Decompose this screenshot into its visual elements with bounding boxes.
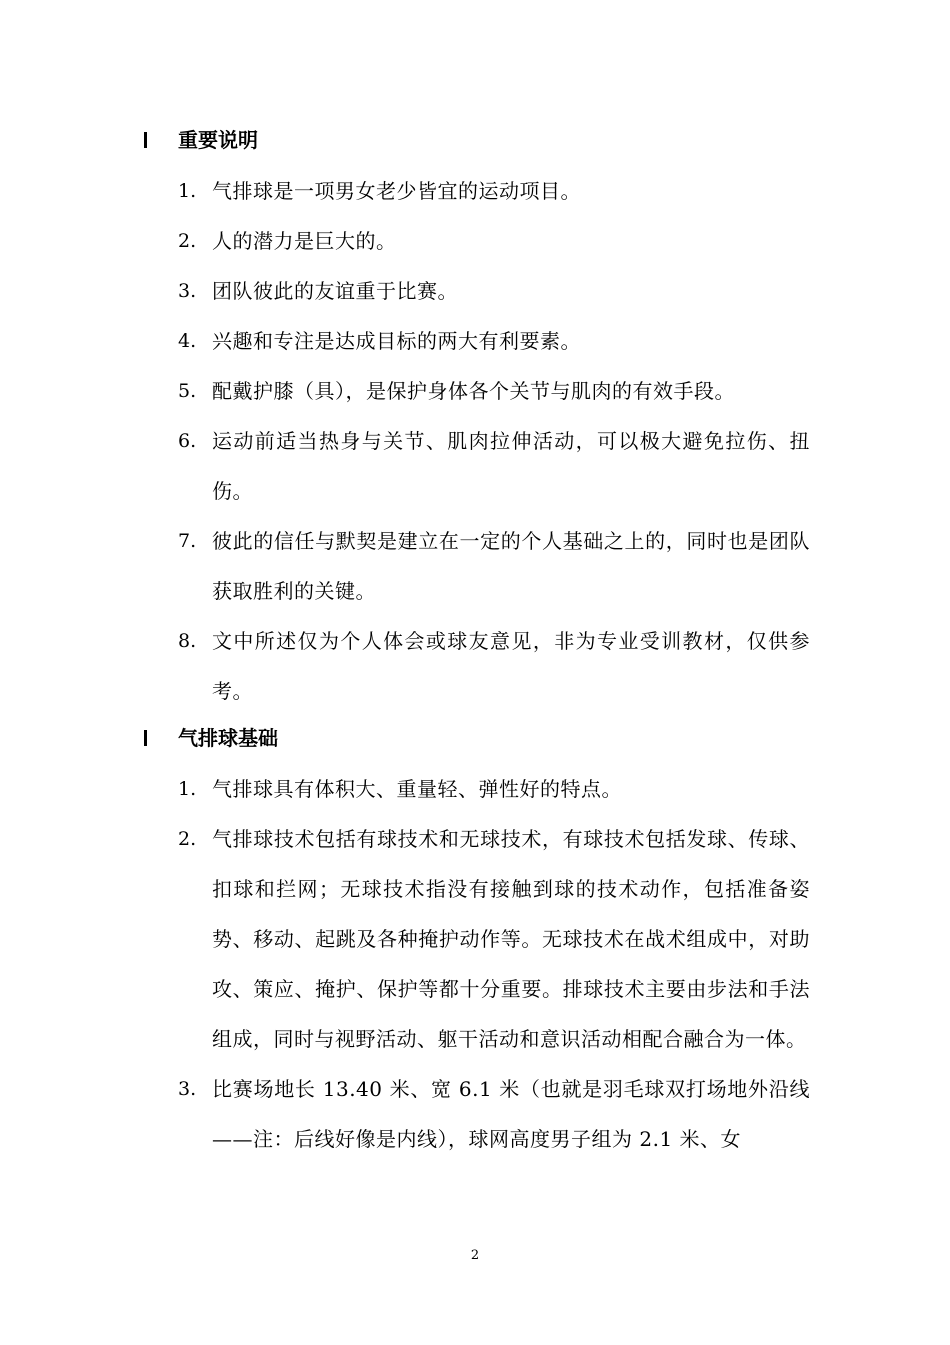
item-number: 4.: [178, 330, 197, 352]
item-number: 8.: [178, 630, 197, 652]
section-basics: [0, 714, 950, 1164]
item-number: 6.: [178, 430, 197, 452]
section-heading: [0, 116, 950, 166]
item-number: 1.: [178, 778, 197, 800]
list-item: [0, 166, 810, 216]
list-item: [0, 516, 810, 616]
bullet-icon: [144, 132, 147, 148]
item-number: 7.: [178, 530, 197, 552]
heading-text: 重要说明: [178, 128, 258, 152]
section-important-notes: [0, 116, 950, 716]
item-text: 文中所述仅为个人体会或球友意见，非为专业受训教材，仅供参考。: [212, 629, 810, 703]
list-item: [0, 616, 810, 716]
list-item: [0, 416, 810, 516]
item-text: 气排球具有体积大、重量轻、弹性好的特点。: [212, 777, 622, 801]
item-text: 运动前适当热身与关节、肌肉拉伸活动，可以极大避免拉伤、扭伤。: [212, 429, 810, 503]
item-text: 气排球是一项男女老少皆宜的运动项目。: [212, 179, 581, 203]
list-item: [0, 1064, 810, 1164]
item-text: 兴趣和专注是达成目标的两大有利要素。: [212, 329, 581, 353]
item-text: 团队彼此的友谊重于比赛。: [212, 279, 458, 303]
list-item: [0, 316, 810, 366]
section-heading: [0, 714, 950, 764]
item-number: 3.: [178, 1078, 197, 1100]
list-item: [0, 366, 810, 416]
item-text: 配戴护膝（具），是保护身体各个关节与肌肉的有效手段。: [212, 379, 735, 403]
item-text: 人的潜力是巨大的。: [212, 229, 397, 253]
page-number: 2: [470, 1248, 480, 1263]
list-item: [0, 764, 810, 814]
item-number: 1.: [178, 180, 197, 202]
item-text: 比赛场地长 13.40 米、宽 6.1 米（也就是羽毛球双打场地外沿线——注：后线好像是内线），球网高度男子组为 2.1 米、女: [212, 1077, 810, 1151]
item-number: 3.: [178, 280, 197, 302]
list-item: [0, 216, 810, 266]
item-number: 2.: [178, 828, 197, 850]
heading-text: 气排球基础: [178, 726, 278, 750]
item-number: 2.: [178, 230, 197, 252]
bullet-icon: [144, 730, 147, 746]
item-text: 彼此的信任与默契是建立在一定的个人基础之上的，同时也是团队获取胜利的关键。: [212, 529, 810, 603]
list-item: [0, 814, 810, 1064]
item-number: 5.: [178, 380, 197, 402]
list-item: [0, 266, 810, 316]
item-text: 气排球技术包括有球技术和无球技术，有球技术包括发球、传球、扣球和拦网；无球技术指没有接触到球的技术动作，包括准备姿势、移动、起跳及各种掩护动作等。无球技术在战术组成中，对助攻、策应、掩护、保护等都十分重要。排球技术主要由步法和手法组成，同时与视野活动、躯干活动和意识活动相配合融合为一体。: [212, 827, 810, 1051]
